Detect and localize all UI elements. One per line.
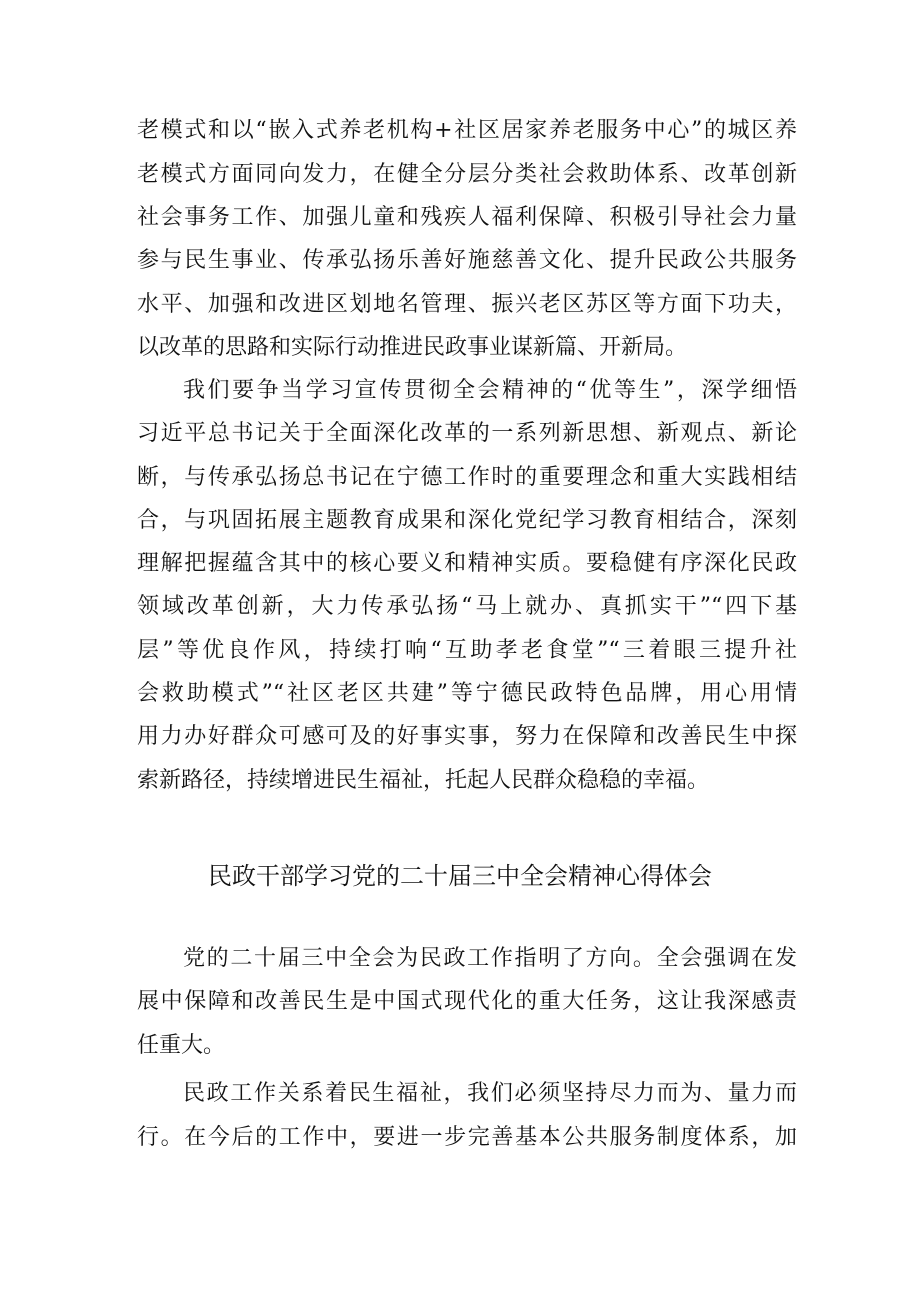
paragraph-4-line: 行。在今后的工作中，要进一步完善基本公共服务制度体系，加 (137, 1125, 797, 1150)
paragraph-2-line: 领域改革创新，大力传承弘扬“马上就办、真抓实干”“四下基 (137, 594, 797, 619)
paragraph-2-line: 我们要争当学习宣传贯彻全会精神的“优等生”，深学细悟 (183, 378, 797, 403)
paragraph-3-line: 党的二十届三中全会为民政工作指明了方向。全会强调在发 (183, 946, 797, 971)
paragraph-1-line: 老模式和以“嵌入式养老机构+社区居家养老服务中心”的城区养 (137, 118, 797, 143)
paragraph-2-line: 索新路径，持续增进民生福祉，托起人民群众稳稳的幸福。 (137, 768, 710, 793)
paragraph-1-line: 水平、加强和改进区划地名管理、振兴老区苏区等方面下功夫， (137, 292, 797, 317)
paragraph-3-line: 展中保障和改善民生是中国式现代化的重大任务，这让我深感责 (137, 989, 797, 1014)
paragraph-1-line: 参与民生事业、传承弘扬乐善好施慈善文化、提升民政公共服务 (137, 248, 797, 273)
paragraph-1-line: 以改革的思路和实际行动推进民政事业谋新篇、开新局。 (137, 335, 688, 360)
paragraph-2-line: 断，与传承弘扬总书记在宁德工作时的重要理念和重大实践相结 (137, 465, 797, 490)
paragraph-2-line: 合，与巩固拓展主题教育成果和深化党纪学习教育相结合，深刻 (137, 508, 797, 533)
paragraph-2-line: 层”等优良作风，持续打响“互助孝老食堂”“三着眼三提升社 (137, 638, 797, 663)
section-title: 民政干部学习党的二十届三中全会精神心得体会 (208, 862, 712, 890)
paragraph-3-line: 任重大。 (137, 1033, 226, 1058)
paragraph-2-line: 理解把握蕴含其中的核心要义和精神实质。要稳健有序深化民政 (137, 551, 797, 576)
paragraph-2-line: 会救助模式”“社区老区共建”等宁德民政特色品牌，用心用情 (137, 681, 797, 706)
paragraph-1-line: 社会事务工作、加强儿童和残疾人福利保障、积极引导社会力量 (137, 205, 797, 230)
paragraph-4-line: 民政工作关系着民生福祉，我们必须坚持尽力而为、量力而 (183, 1081, 797, 1106)
paragraph-2-line: 习近平总书记关于全面深化改革的一系列新思想、新观点、新论 (137, 421, 797, 446)
paragraph-1-line: 老模式方面同向发力，在健全分层分类社会救助体系、改革创新 (137, 162, 797, 187)
paragraph-2-line: 用力办好群众可感可及的好事实事，努力在保障和改善民生中探 (137, 724, 797, 749)
